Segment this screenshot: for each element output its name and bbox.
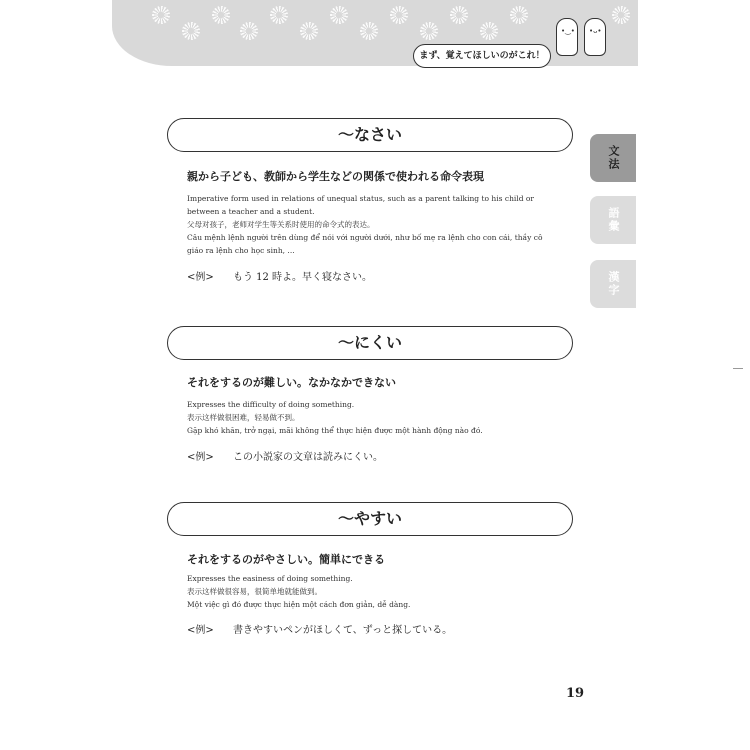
edge-mark [733, 368, 743, 369]
tab-grammar[interactable] [590, 134, 636, 182]
description-vi: Một việc gì đó được thực hiện một cách đơn giản, dễ dàng. [187, 600, 411, 609]
section-heading: それをするのが難しい。なかなかできない [187, 376, 396, 389]
section-title: 〜なさい [167, 118, 573, 152]
flower-decoration [612, 6, 630, 24]
flower-decoration [360, 22, 378, 40]
tab-vocabulary[interactable] [590, 196, 636, 244]
flower-decoration [480, 22, 498, 40]
description-vi: Gặp khó khăn, trở ngại, mãi không thể thực hiện được một hành động nào đó. [187, 426, 483, 435]
flower-decoration [212, 6, 230, 24]
section-description [187, 398, 557, 437]
example-text: この小説家の文章は読みにくい。 [232, 452, 383, 463]
example-sentence [187, 268, 372, 283]
flower-decoration [182, 22, 200, 40]
flower-decoration [270, 6, 288, 24]
mascot-right-icon: •ᴗ• [584, 18, 606, 56]
tab-label: 文法 [607, 145, 620, 171]
flower-decoration [152, 6, 170, 24]
description-en: Expresses the difficulty of doing something. [187, 400, 355, 409]
description-en: Expresses the easiness of doing something. [187, 574, 353, 583]
flower-decoration [450, 6, 468, 24]
flower-decoration [420, 22, 438, 40]
flower-decoration [390, 6, 408, 24]
tab-kanji[interactable] [590, 260, 636, 308]
mascot-left-icon: •‿• [556, 18, 578, 56]
flower-decoration [240, 22, 258, 40]
description-zh: 表示这样做很困难，轻易做不到。 [187, 413, 300, 422]
section-description [187, 572, 557, 611]
example-text: 書きやすいペンがほしくて、ずっと探している。 [232, 625, 453, 636]
section-title: 〜やすい [167, 502, 573, 536]
tab-label: 語彙 [607, 207, 620, 233]
section-title: 〜にくい [167, 326, 573, 360]
example-label: <例> [187, 272, 214, 283]
description-zh: 父母对孩子，老师对学生等关系时使用的命令式的表达。 [187, 220, 375, 229]
flower-decoration [300, 22, 318, 40]
example-text: もう 12 時よ。早く寝なさい。 [232, 272, 373, 283]
speech-bubble: まず、覚えてほしいのがこれ！ [413, 44, 551, 68]
section-heading: 親から子ども、教師から学生などの関係で使われる命令表現 [187, 170, 484, 183]
page-number: 19 [566, 686, 585, 701]
description-en: Imperative form used in relations of unequal status, such as a parent talking to his child or between a teacher and a student. [187, 194, 534, 216]
description-vi: Câu mệnh lệnh người trên dùng để nói với người dưới, như bố mẹ ra lệnh cho con cái, thầy cô giáo ra lệnh cho học sinh, ... [187, 233, 543, 255]
tab-label: 漢字 [607, 271, 620, 297]
example-label: <例> [187, 452, 214, 463]
example-sentence [187, 621, 452, 636]
example-sentence [187, 448, 383, 463]
flower-decoration [330, 6, 348, 24]
section-description [187, 192, 557, 257]
description-zh: 表示这样做很容易，很简单地就能做到。 [187, 587, 322, 596]
example-label: <例> [187, 625, 214, 636]
flower-decoration [510, 6, 528, 24]
section-heading: それをするのがやさしい。簡単にできる [187, 553, 385, 566]
